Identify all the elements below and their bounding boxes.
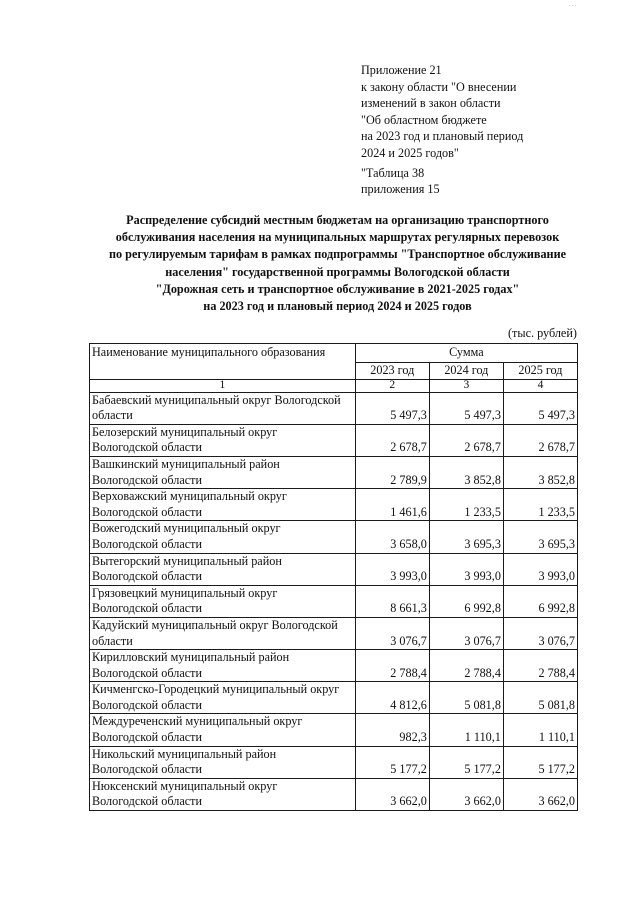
amount-2025: 2 788,4 [503,650,577,682]
col-number: 4 [503,379,577,392]
table-row [90,392,578,424]
amount-2025: 5 081,8 [503,682,577,714]
municipality-name-line: Грязовецкий муниципальный округ [92,585,278,600]
amount-2024: 1 110,1 [429,714,503,746]
col-number: 2 [355,379,429,392]
municipality-name-line: Вологодской области [92,730,202,745]
municipality-name-line: Вожегодский муниципальный округ [92,521,281,536]
amount-2024: 6 992,8 [429,585,503,617]
municipality-name [90,746,356,778]
title-line: "Дорожная сеть и транспортное обслуживание в 2021-2025 годах" [155,281,520,296]
appendix-line: на 2023 год и плановый период [361,129,524,144]
municipality-name-line: Вологодской области [92,504,202,519]
appendix-header [361,62,591,198]
scan-mark: . . . [569,2,577,8]
table-header-row [90,344,578,363]
municipality-name-line: области [92,408,133,423]
col-header-year: 2025 год [503,363,577,380]
title-line: населения" государственной программы Вологодской области [165,264,510,279]
amount-2023: 5 177,2 [355,746,429,778]
municipality-name-line: Кирилловский муниципальный район [92,650,290,665]
municipality-name [90,650,356,682]
municipality-name-line: Вологодской области [92,472,202,487]
col-header-name: Наименование муниципального образования [90,344,356,380]
municipality-name [90,456,356,488]
amount-2024: 5 081,8 [429,682,503,714]
title-line: обслуживания населения на муниципальных маршрутах регулярных перевозок [115,230,560,245]
municipality-name-line: Вологодской области [92,665,202,680]
amount-2025: 3 695,3 [503,521,577,553]
table-row [90,650,578,682]
table-row [90,521,578,553]
municipality-name-line: Бабаевский муниципальный округ Вологодской [92,392,341,407]
col-header-year: 2023 год [355,363,429,380]
municipality-name-line: области [92,633,133,648]
amount-2024: 2 788,4 [429,650,503,682]
col-header-year: 2024 год [429,363,503,380]
amount-2024: 3 076,7 [429,617,503,649]
municipality-name [90,424,356,456]
municipality-name-line: Междуреченский муниципальный округ [92,714,303,729]
municipality-name-line: Вологодской области [92,569,202,584]
municipality-name-line: Верховажский муниципальный округ [92,489,287,504]
municipality-name-line: Кадуйский муниципальный округ Вологодской [92,617,338,632]
units-label: (тыс. рублей) [508,326,577,340]
appendix-line: к закону области "О внесении [361,79,517,94]
amount-2024: 3 695,3 [429,521,503,553]
table-row [90,456,578,488]
col-header-sum: Сумма [355,344,577,363]
appendix-line: "Об областном бюджете [361,112,487,127]
municipality-name [90,778,356,810]
municipality-name [90,489,356,521]
amount-2024: 1 233,5 [429,489,503,521]
amount-2025: 6 992,8 [503,585,577,617]
amount-2024: 3 662,0 [429,778,503,810]
table-row [90,617,578,649]
table-ref-line: приложения 15 [361,182,440,197]
amount-2023: 2 789,9 [355,456,429,488]
title-line: Распределение субсидий местным бюджетам на организацию транспортного [126,213,549,227]
municipality-name-line: Белозерский муниципальный округ [92,424,278,439]
col-number: 1 [90,379,356,392]
amount-2023: 3 662,0 [355,778,429,810]
amount-2025: 2 678,7 [503,424,577,456]
amount-2023: 3 658,0 [355,521,429,553]
municipality-name [90,392,356,424]
amount-2023: 982,3 [355,714,429,746]
table-row [90,746,578,778]
municipality-name-line: Кичменгско-Городецкий муниципальный округ [92,682,340,697]
municipality-name-line: Никольский муниципальный район [92,746,277,761]
amount-2024: 3 852,8 [429,456,503,488]
amount-2025: 5 497,3 [503,392,577,424]
amount-2023: 3 076,7 [355,617,429,649]
municipality-name-line: Вологодской области [92,697,202,712]
municipality-name [90,617,356,649]
municipality-name-line: Вологодской области [92,762,202,777]
subsidy-table [89,343,578,811]
amount-2024: 5 177,2 [429,746,503,778]
amount-2023: 2 788,4 [355,650,429,682]
table-row [90,778,578,810]
municipality-name-line: Вологодской области [92,794,202,809]
amount-2025: 1 110,1 [503,714,577,746]
amount-2025: 3 852,8 [503,456,577,488]
table-row [90,424,578,456]
municipality-name-line: Вологодской области [92,601,202,616]
municipality-name [90,682,356,714]
amount-2024: 3 993,0 [429,553,503,585]
table-colnum-row [90,379,578,392]
table-row [90,714,578,746]
amount-2023: 8 661,3 [355,585,429,617]
municipality-name [90,521,356,553]
municipality-name [90,714,356,746]
table-row [90,553,578,585]
municipality-name-line: Вологодской области [92,536,202,551]
appendix-line: изменений в закон области [361,96,501,111]
amount-2023: 2 678,7 [355,424,429,456]
table-row [90,489,578,521]
amount-2024: 2 678,7 [429,424,503,456]
municipality-name [90,553,356,585]
table-row [90,585,578,617]
amount-2023: 5 497,3 [355,392,429,424]
amount-2023: 1 461,6 [355,489,429,521]
amount-2025: 5 177,2 [503,746,577,778]
amount-2023: 3 993,0 [355,553,429,585]
municipality-name-line: Вологодской области [92,440,202,455]
amount-2023: 4 812,6 [355,682,429,714]
municipality-name [90,585,356,617]
amount-2025: 1 233,5 [503,489,577,521]
title-line: по регулируемым тарифам в рамках подпрограммы "Транспортное обслуживание [109,247,566,262]
municipality-name-line: Вытегорский муниципальный район [92,553,282,568]
col-number: 3 [429,379,503,392]
table-row [90,682,578,714]
document-title [60,212,615,315]
appendix-line: Приложение 21 [361,63,442,77]
municipality-name-line: Вашкинский муниципальный район [92,456,280,471]
appendix-line: 2024 и 2025 годов" [361,145,459,160]
amount-2025: 3 993,0 [503,553,577,585]
amount-2025: 3 662,0 [503,778,577,810]
municipality-name-line: Нюксенский муниципальный округ [92,778,278,793]
table-ref-line: "Таблица 38 [361,165,425,180]
amount-2025: 3 076,7 [503,617,577,649]
amount-2024: 5 497,3 [429,392,503,424]
title-line: на 2023 год и плановый период 2024 и 2025 годов [203,299,472,314]
